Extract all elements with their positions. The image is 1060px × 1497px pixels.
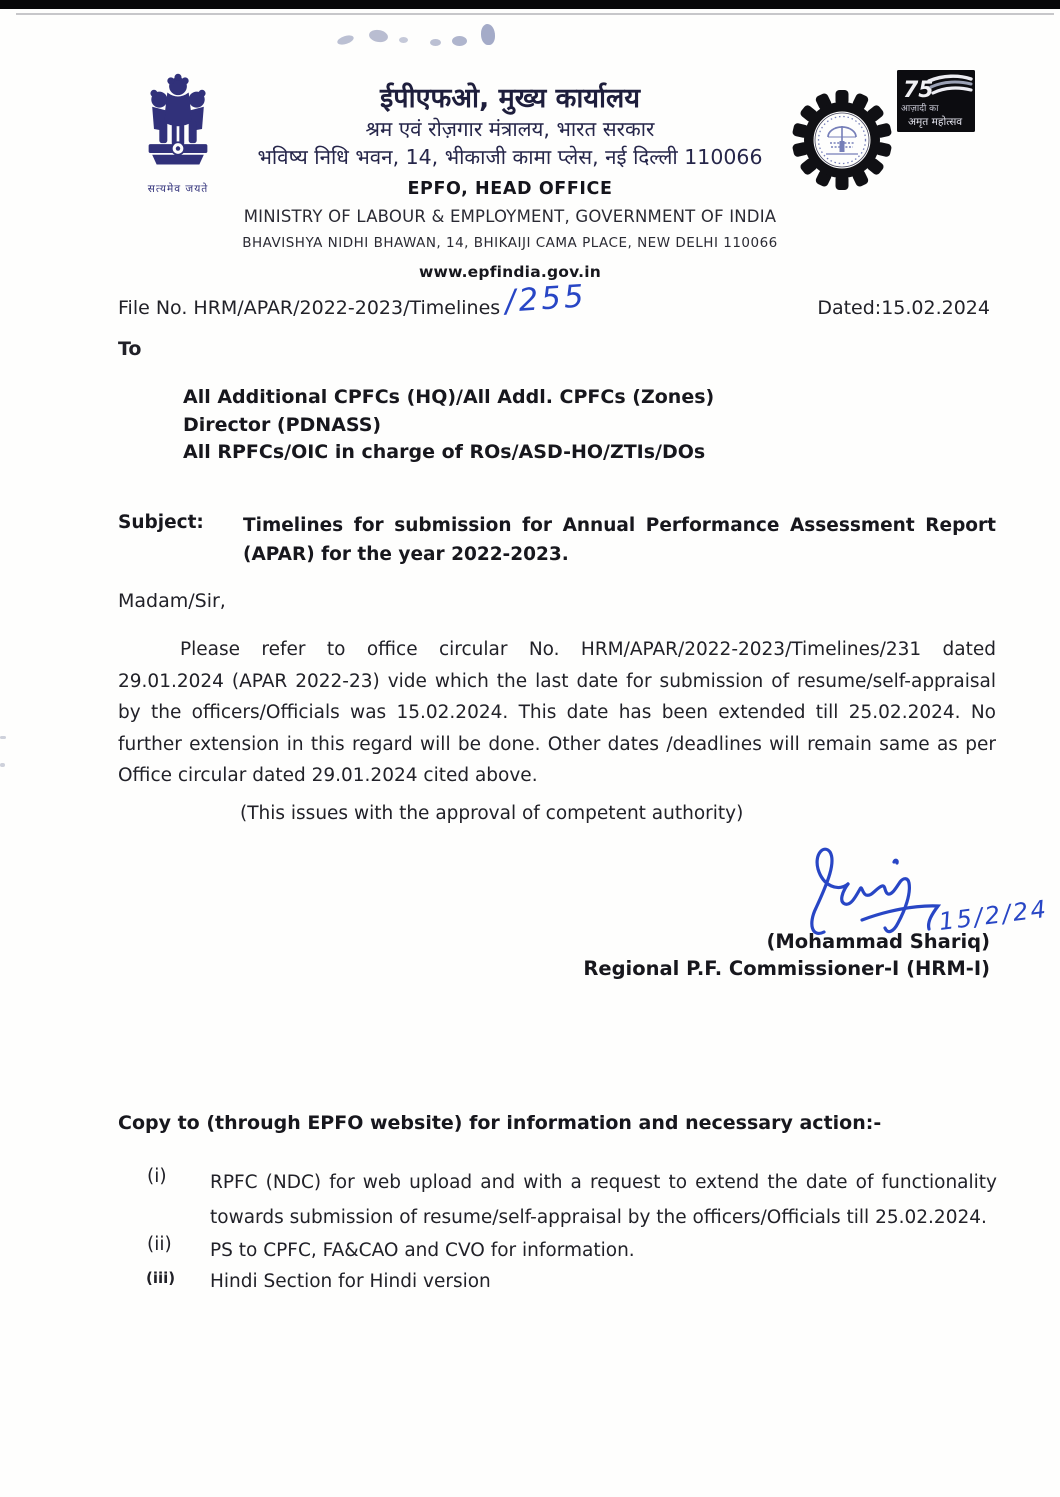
to-label: To [118, 338, 142, 360]
copy-item-text: RPFC (NDC) for web upload and with a request to extend the date of functionality towards submission of resume/self-appraisal by the officers/Officials till 25.02.2024. [210, 1172, 997, 1228]
ink-smudge [481, 24, 495, 45]
org-title-hindi: ईपीएफओ, मुख्य कार्यालय [380, 83, 640, 114]
handwritten-date: 15/2/24 [937, 894, 1050, 936]
addressee-line: All RPFCs/OIC in charge of ROs/ASD-HO/ZTIs/DOs [183, 441, 706, 463]
signatory-name: (Mohammad Shariq) [766, 930, 990, 953]
azadi-line2: अमृत महोत्सव [908, 116, 963, 128]
subject-line: Timelines for submission for Annual Performance Assessment Report [243, 515, 996, 536]
addressee-line: All Additional CPFCs (HQ)/All Addl. CPFCs (Zones) [183, 386, 715, 408]
body-paragraph: Please refer to office circular No. HRM/APAR/2022-2023/Timelines/231 dated 29.01.2024 (APAR 2022-23) vide which the last date for submission of resume/self-appraisal by the officers/Officials was 15.02.2024. This date has been extended till 25.02.2024. No further extension in this regard will be done. Other dates /deadlines will remain same as per Office circular dated 29.01.2024 cited above. [118, 639, 996, 786]
copy-heading: Copy to (through EPFO website) for information and necessary action:- [118, 1112, 882, 1134]
addressee-line: Director (PDNASS) [183, 413, 382, 436]
ink-smudge [430, 39, 441, 46]
ministry-hindi: श्रम एवं रोज़गार मंत्रालय, भारत सरकार [365, 117, 655, 141]
salutation: Madam/Sir, [118, 590, 226, 612]
scan-mark [0, 736, 6, 739]
azadi-line1: आज़ादी का [901, 104, 939, 114]
subject-label: Subject: [118, 512, 204, 533]
epfo-gear-icon [792, 90, 892, 190]
scan-edge-bar [0, 0, 1060, 9]
ink-smudge [452, 36, 467, 46]
office-address: BHAVISHYA NIDHI BHAWAN, 14, BHIKAIJI CAMA PLACE, NEW DELHI 110066 [242, 235, 778, 251]
date-line: Dated:15.02.2024 [817, 297, 990, 319]
file-number: File No. HRM/APAR/2022-2023/Timelines [118, 297, 501, 319]
website-url: www.epfindia.gov.in [419, 263, 601, 281]
copy-item-text: Hindi Section for Hindi version [210, 1271, 491, 1292]
subject-text [243, 512, 996, 569]
ink-smudge [399, 37, 408, 43]
addressee-block [183, 384, 714, 467]
ink-smudge [368, 28, 389, 43]
azadi-75: 75 [903, 78, 934, 103]
scan-line [16, 13, 1054, 15]
ink-smudge [336, 34, 355, 47]
office-name: EPFO, HEAD OFFICE [407, 179, 613, 199]
ministry-name: MINISTRY OF LABOUR & EMPLOYMENT, GOVERNMENT OF INDIA [243, 207, 777, 226]
approval-note: (This issues with the approval of competent authority) [240, 803, 744, 824]
signatory-designation: Regional P.F. Commissioner-I (HRM-I) [583, 957, 990, 980]
emblem-caption: सत्यमेव जयते [147, 183, 209, 195]
copy-item-numeral: (ii) [147, 1234, 172, 1255]
address-hindi: भविष्य निधि भवन, 14, भीकाजी कामा प्लेस, नई दिल्ली 110066 [257, 145, 763, 169]
copy-item-numeral: (iii) [146, 1269, 176, 1287]
letterhead [190, 84, 830, 281]
scan-mark [0, 763, 5, 767]
copy-item-numeral: (i) [147, 1166, 167, 1187]
subject-line: (APAR) for the year 2022-2023. [243, 543, 569, 565]
azadi-mahotsav-logo [897, 70, 975, 132]
handwritten-file-number: /255 [503, 278, 588, 320]
copy-item-text: PS to CPFC, FA&CAO and CVO for information. [210, 1240, 635, 1261]
